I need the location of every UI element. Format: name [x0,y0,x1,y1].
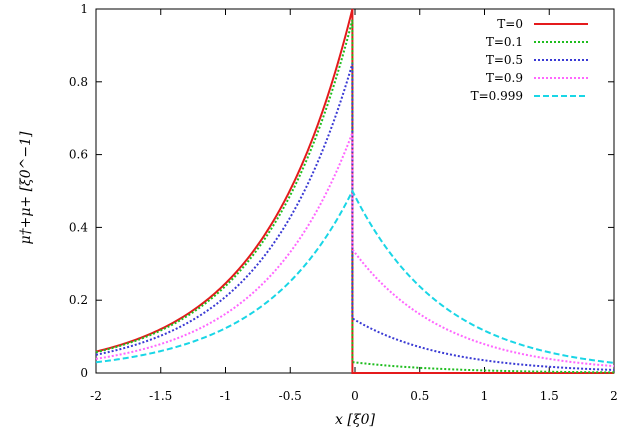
legend-label: T=0.5 [485,53,523,67]
series-line [96,64,614,370]
series-lines [96,9,614,373]
legend [471,17,588,103]
x-tick-label: 1.5 [539,389,559,403]
x-axis-label: x [ξ0] [335,412,375,428]
x-tick-label: 0.5 [410,389,430,403]
x-tick-label: -2 [90,389,102,403]
x-tick-label: -1.5 [149,389,173,403]
y-axis-label: μ†+μ+ [ξ0^−1] [18,131,34,245]
y-tick-label: 0.4 [68,220,88,235]
legend-label: T=0.1 [485,35,523,49]
y-tick-label: 0.6 [68,147,88,162]
y-tick-label: 0 [80,366,88,380]
series-line [96,191,614,363]
legend-label: T=0 [497,17,523,31]
x-tick-label: -0.5 [278,389,302,403]
x-tick-label: 2 [610,389,618,403]
legend-label: T=0.9 [485,71,523,85]
series-line [96,20,614,372]
axis-ticks [69,2,618,403]
x-tick-label: 0 [351,389,359,403]
x-tick-label: -1 [219,389,232,403]
legend-label: T=0.999 [470,89,523,103]
series-line [96,9,614,373]
plot-frame [96,9,614,373]
plot-border [96,9,614,373]
x-tick-label: 1 [480,389,489,403]
y-tick-label: 1 [80,2,88,16]
y-tick-label: 0.2 [68,293,88,308]
y-tick-label: 0.8 [68,74,88,89]
series-line [96,133,614,366]
